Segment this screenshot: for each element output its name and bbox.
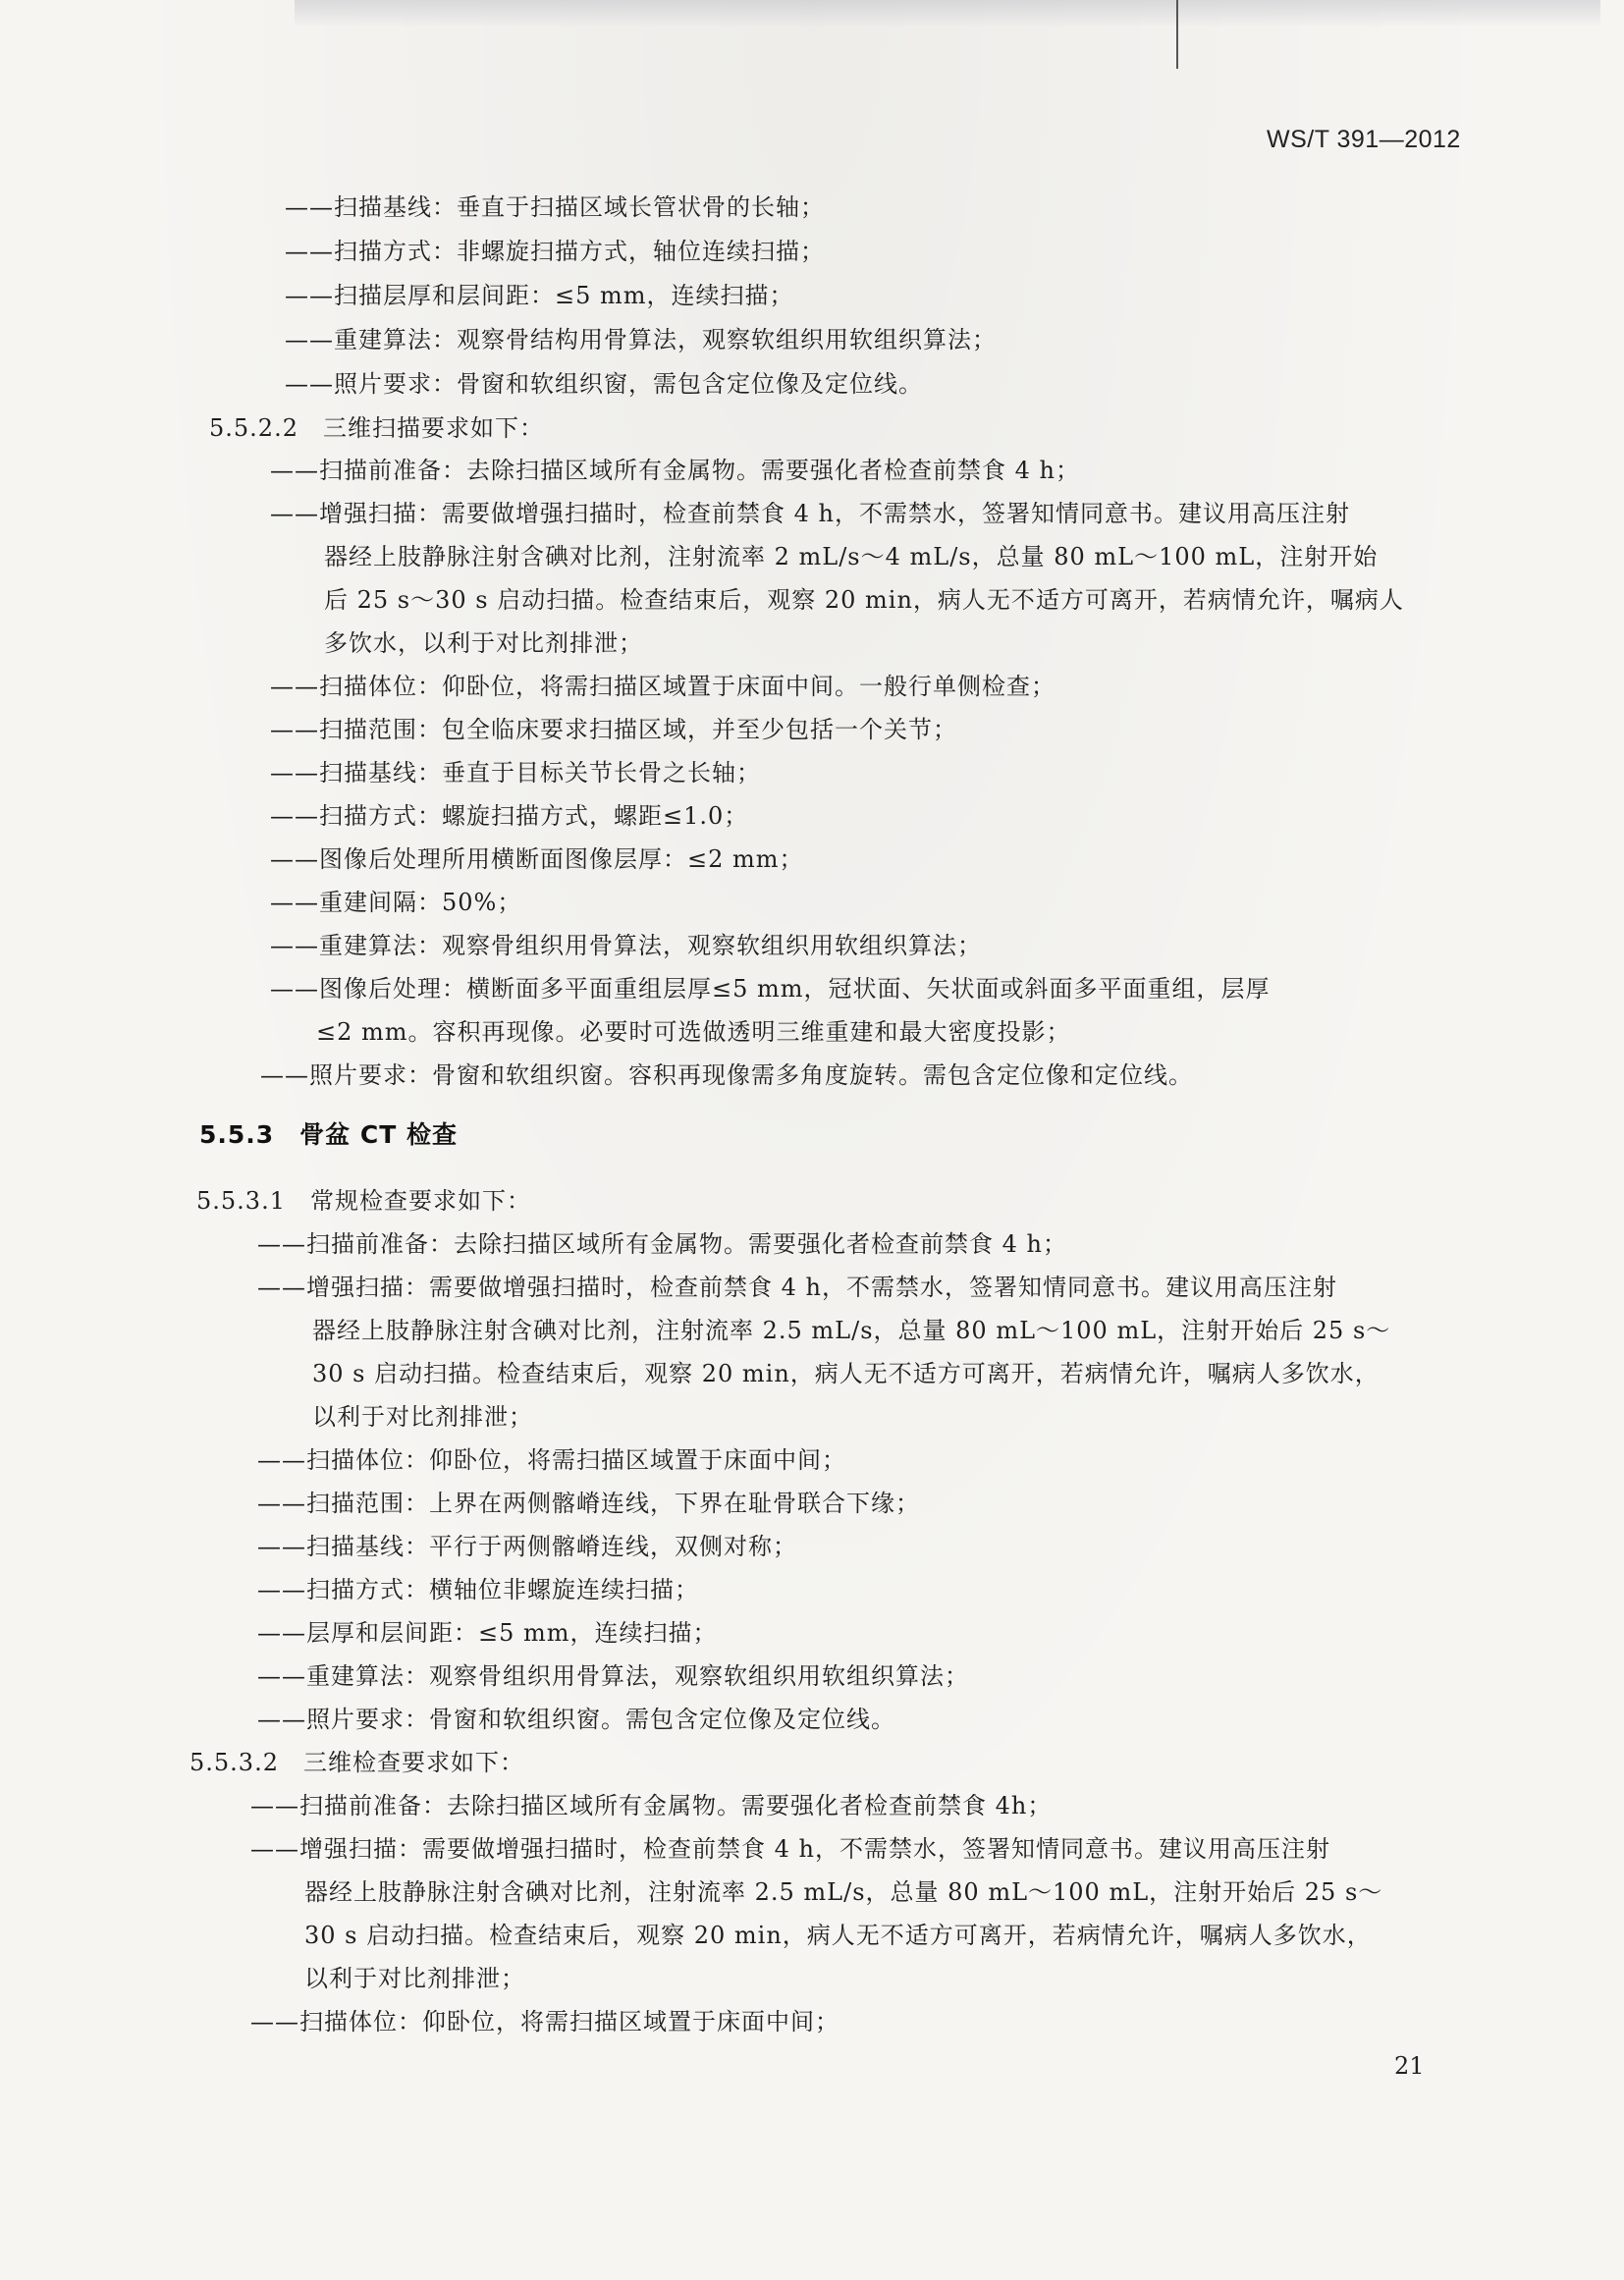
text-line: ——重建算法：观察骨结构用骨算法，观察软组织用软组织算法； (285, 326, 997, 353)
text-line: ——扫描前准备：去除扫描区域所有金属物。需要强化者检查前禁食 4h； (250, 1792, 1053, 1819)
text-line: ——重建算法：观察骨组织用骨算法，观察软组织用软组织算法； (257, 1662, 969, 1690)
text-line: ——扫描体位：仰卧位，将需扫描区域置于床面中间。一般行单侧检查； (270, 673, 1056, 700)
text-line: 器经上肢静脉注射含碘对比剂，注射流率 2 mL/s～4 mL/s，总量 80 mL～100 mL，注射开始 (324, 543, 1379, 570)
text-line: ——扫描基线：垂直于目标关节长骨之长轴； (270, 759, 761, 787)
text-line: ——扫描前准备：去除扫描区域所有金属物。需要强化者检查前禁食 4 h； (270, 457, 1080, 484)
clause-heading: 5.5.3.1 常规检查要求如下： (196, 1187, 531, 1215)
section-heading: 5.5.3 骨盆 CT 检查 (199, 1120, 458, 1149)
text-line: ——增强扫描：需要做增强扫描时，检查前禁食 4 h，不需禁水，签署知情同意书。建议用高压注射 (270, 500, 1350, 527)
text-line: ——扫描层厚和层间距：≤5 mm，连续扫描； (285, 282, 794, 309)
text-line: 以利于对比剂排泄； (312, 1403, 533, 1431)
text-line: 器经上肢静脉注射含碘对比剂，注射流率 2.5 mL/s，总量 80 mL～100 mL，注射开始后 25 s～ (312, 1317, 1391, 1344)
text-line: 后 25 s～30 s 启动扫描。检查结束后，观察 20 min，病人无不适方可离开，若病情允许，嘱病人 (324, 586, 1404, 614)
text-line: ——扫描方式：非螺旋扫描方式，轴位连续扫描； (285, 238, 825, 265)
text-line: ——重建算法：观察骨组织用骨算法，观察软组织用软组织算法； (270, 932, 982, 959)
scan-smudge (295, 0, 1600, 27)
standard-code: WS/T 391—2012 (1267, 126, 1461, 153)
text-line: ——扫描范围：包全临床要求扫描区域，并至少包括一个关节； (270, 716, 957, 743)
text-line: 以利于对比剂排泄； (304, 1965, 525, 1992)
text-line: ——照片要求：骨窗和软组织窗。容积再现像需多角度旋转。需包含定位像和定位线。 (260, 1061, 1193, 1089)
clause-heading: 5.5.3.2 三维检查要求如下： (189, 1749, 524, 1776)
text-line: 多饮水，以利于对比剂排泄； (324, 629, 643, 657)
text-line: ——重建间隔：50%； (270, 889, 522, 916)
clause-heading: 5.5.2.2 三维扫描要求如下： (209, 414, 544, 442)
text-line: ——扫描基线：平行于两侧髂嵴连线，双侧对称； (257, 1533, 797, 1560)
text-line: ——增强扫描：需要做增强扫描时，检查前禁食 4 h，不需禁水，签署知情同意书。建议用高压注射 (257, 1274, 1337, 1301)
text-line: ——扫描基线：垂直于扫描区域长管状骨的长轴； (285, 193, 825, 221)
page-number: 21 (1394, 2052, 1425, 2080)
text-line: ——扫描范围：上界在两侧髂嵴连线，下界在耻骨联合下缘； (257, 1490, 920, 1517)
fold-line (1176, 0, 1178, 69)
text-line: 30 s 启动扫描。检查结束后，观察 20 min，病人无不适方可离开，若病情允许，嘱病人多饮水， (304, 1922, 1372, 1949)
text-line: ——扫描方式：横轴位非螺旋连续扫描； (257, 1576, 699, 1603)
text-line: ——扫描方式：螺旋扫描方式，螺距≤1.0； (270, 802, 749, 830)
text-line: ≤2 mm。容积再现像。必要时可选做透明三维重建和最大密度投影； (316, 1018, 1071, 1046)
text-line: ——图像后处理：横断面多平面重组层厚≤5 mm，冠状面、矢状面或斜面多平面重组，层厚 (270, 975, 1271, 1003)
text-line: ——扫描体位：仰卧位，将需扫描区域置于床面中间； (250, 2008, 839, 2036)
text-line: 30 s 启动扫描。检查结束后，观察 20 min，病人无不适方可离开，若病情允许，嘱病人多饮水， (312, 1360, 1380, 1387)
text-line: 器经上肢静脉注射含碘对比剂，注射流率 2.5 mL/s，总量 80 mL～100 mL，注射开始后 25 s～ (304, 1878, 1383, 1906)
text-line: ——照片要求：骨窗和软组织窗。需包含定位像及定位线。 (257, 1706, 895, 1733)
text-line: ——层厚和层间距：≤5 mm，连续扫描； (257, 1619, 718, 1647)
text-line: ——图像后处理所用横断面图像层厚：≤2 mm； (270, 845, 804, 873)
text-line: ——增强扫描：需要做增强扫描时，检查前禁食 4 h，不需禁水，签署知情同意书。建议用高压注射 (250, 1835, 1330, 1863)
text-line: ——扫描前准备：去除扫描区域所有金属物。需要强化者检查前禁食 4 h； (257, 1230, 1067, 1258)
text-line: ——扫描体位：仰卧位，将需扫描区域置于床面中间； (257, 1446, 846, 1474)
text-line: ——照片要求：骨窗和软组织窗，需包含定位像及定位线。 (285, 370, 923, 398)
